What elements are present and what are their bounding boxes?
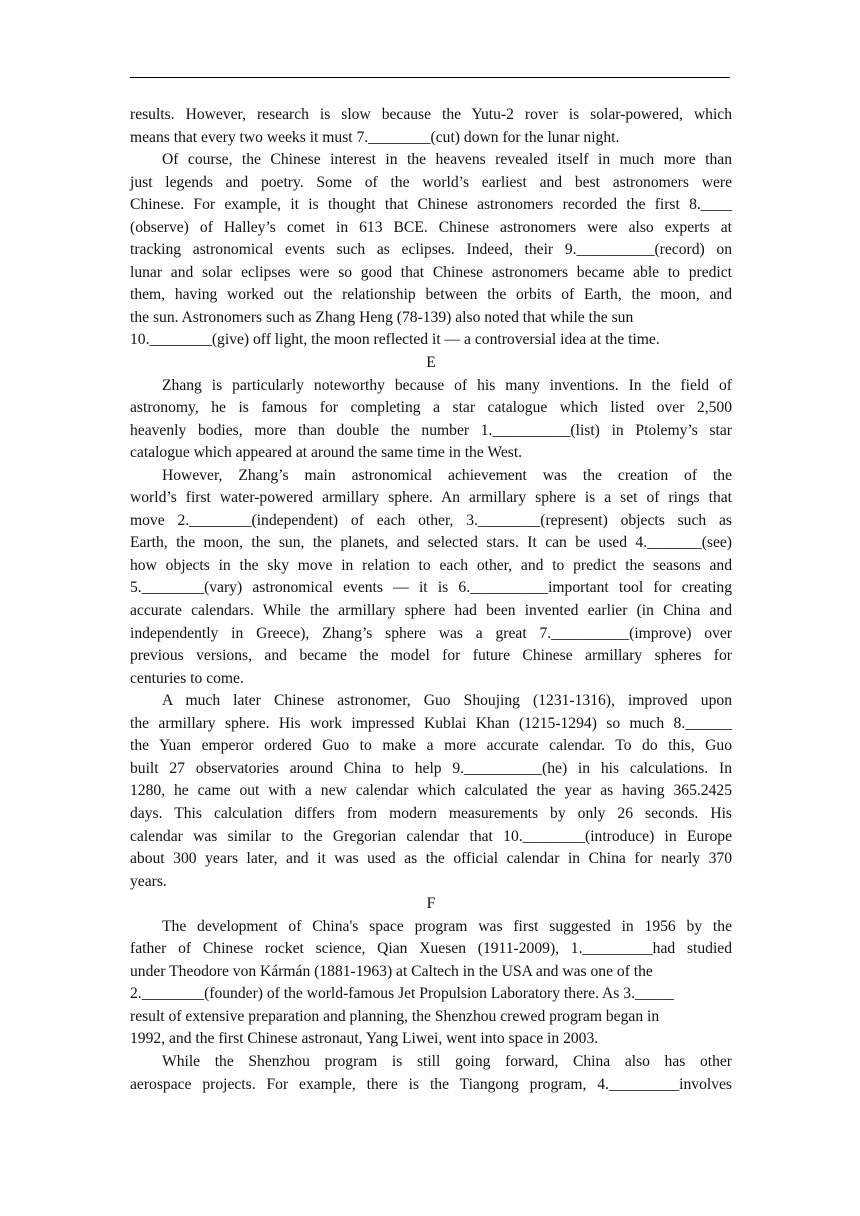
text-line: aerospace projects. For example, there is the Tiangong program, 4._________involves: [130, 1075, 732, 1093]
text-line: world’s first water-powered armillary sphere. An armillary sphere is a set of rings that: [130, 489, 732, 507]
text-line: Earth, the moon, the sun, the planets, and selected stars. It can be used 4._______(see): [130, 534, 732, 552]
document-body: [130, 104, 732, 1096]
section-heading-e: E: [426, 354, 436, 372]
text-line: about 300 years later, and it was used as the official calendar in China for nearly 370: [130, 850, 732, 868]
text-line: 2.________(founder) of the world-famous Jet Propulsion Laboratory there. As 3._____: [130, 985, 674, 1003]
text-line: tracking astronomical events such as eclipses. Indeed, their 9.__________(record) on: [130, 241, 732, 259]
text-line: astronomy, he is famous for completing a star catalogue which listed over 2,500: [130, 399, 732, 417]
text-line: days. This calculation differs from modern measurements by only 26 seconds. His: [130, 804, 732, 822]
text-line: move 2.________(independent) of each other, 3.________(represent) objects such as: [130, 511, 732, 529]
text-line: calendar was similar to the Gregorian calendar that 10.________(introduce) in Europe: [130, 827, 732, 845]
text-line: just legends and poetry. Some of the world’s earliest and best astronomers were: [130, 173, 732, 191]
text-line: independently in Greece), Zhang’s sphere was a great 7.__________(improve) over: [130, 624, 732, 642]
paragraph-first-line: However, Zhang’s main astronomical achievement was the creation of the: [162, 466, 732, 484]
text-line: 1992, and the first Chinese astronaut, Yang Liwei, went into space in 2003.: [130, 1030, 599, 1048]
text-line: how objects in the sky move in relation to each other, and to predict the seasons and: [130, 556, 732, 574]
text-line: lunar and solar eclipses were so good that Chinese astronomers became able to predict: [130, 263, 732, 281]
paragraph-first-line: Zhang is particularly noteworthy because of his many inventions. In the field of: [162, 376, 732, 394]
text-line: (observe) of Halley’s comet in 613 BCE. Chinese astronomers were also experts at: [130, 218, 732, 236]
text-line: 5.________(vary) astronomical events — it is 6.__________important tool for creating: [130, 579, 732, 597]
text-line: built 27 observatories around China to help 9.__________(he) in his calculations. In: [130, 759, 732, 777]
text-line: the armillary sphere. His work impressed Kublai Khan (1215-1294) so much 8.______: [130, 714, 732, 732]
text-line: heavenly bodies, more than double the number 1.__________(list) in Ptolemy’s star: [130, 421, 732, 439]
text-line: the sun. Astronomers such as Zhang Heng (78-139) also noted that while the sun: [130, 308, 634, 326]
paragraph-first-line: The development of China's space program was first suggested in 1956 by the: [162, 917, 732, 935]
text-line: 10.________(give) off light, the moon reflected it — a controversial idea at the time.: [130, 331, 660, 349]
text-line: result of extensive preparation and planning, the Shenzhou crewed program began in: [130, 1007, 660, 1025]
text-line: Chinese. For example, it is thought that Chinese astronomers recorded the first 8.____: [130, 196, 732, 214]
text-line: 1280, he came out with a new calendar which calculated the year as having 365.2425: [130, 782, 732, 800]
text-line: centuries to come.: [130, 669, 244, 687]
paragraph-first-line: While the Shenzhou program is still going forward, China also has other: [162, 1052, 732, 1070]
paragraph-first-line: A much later Chinese astronomer, Guo Shoujing (1231-1316), improved upon: [162, 692, 732, 710]
text-line: accurate calendars. While the armillary sphere had been invented earlier (in China and: [130, 602, 732, 620]
text-line: results. However, research is slow because the Yutu-2 rover is solar-powered, which: [130, 106, 732, 123]
text-line: means that every two weeks it must 7.________(cut) down for the lunar night.: [130, 128, 620, 146]
text-line: them, having worked out the relationship between the orbits of Earth, the moon, and: [130, 286, 732, 304]
header-rule: [130, 77, 730, 78]
section-heading-f: F: [426, 895, 436, 913]
text-line: previous versions, and became the model for future Chinese armillary spheres for: [130, 647, 732, 665]
text-line: catalogue which appeared at around the same time in the West.: [130, 444, 523, 462]
text-line: the Yuan emperor ordered Guo to make a more accurate calendar. To do this, Guo: [130, 737, 732, 755]
paragraph-first-line: Of course, the Chinese interest in the heavens revealed itself in much more than: [162, 151, 732, 169]
text-line: under Theodore von Kármán (1881-1963) at Caltech in the USA and was one of the: [130, 962, 653, 980]
text-line: father of Chinese rocket science, Qian Xuesen (1911-2009), 1._________had studied: [130, 940, 732, 958]
text-line: years.: [130, 872, 167, 890]
